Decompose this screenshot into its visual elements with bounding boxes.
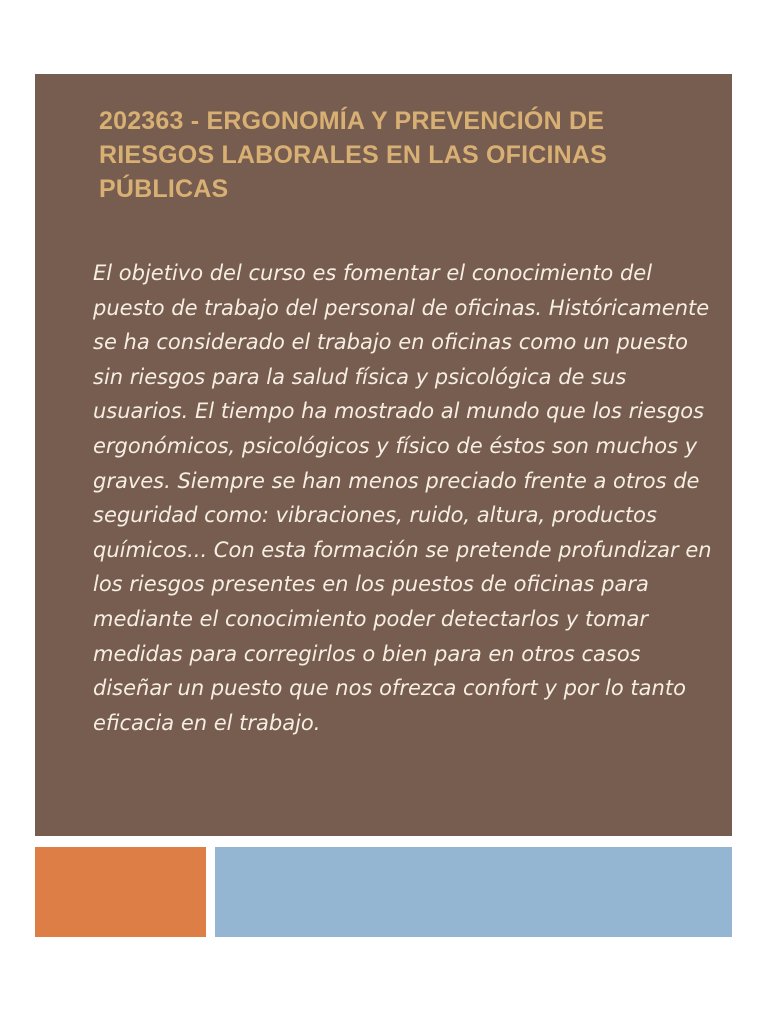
slide-body-text: El objetivo del curso es fomentar el conocimiento del puesto de trabajo del personal de oficinas. Históricamente se ha considerado el trabajo en oficinas como un puesto sin riesgos para la salud física y psicológica de sus usuarios. El tiempo ha mostrado al mundo que los riesgos ergonómicos, psicológicos y físico de éstos son muchos y graves. Siempre se han menos preciado frente a otros de seguridad como: vibraciones, ruido, altura, productos químicos... Con esta formación se pretende profundizar en los riesgos presentes en los puestos de oficinas para mediante el conocimiento poder detectarlos y tomar medidas para corregirlos o bien para en otros casos diseñar un puesto que nos ofrezca confort y por lo tanto eficacia en el trabajo. xyxy=(93,261,712,735)
blue-accent-block xyxy=(215,847,732,937)
orange-accent-block xyxy=(35,847,206,937)
slide-title: 202363 - ERGONOMÍA Y PREVENCIÓN DE RIESGOS LABORALES EN LAS OFICINAS PÚBLICAS xyxy=(99,107,608,203)
content-panel xyxy=(35,74,732,836)
